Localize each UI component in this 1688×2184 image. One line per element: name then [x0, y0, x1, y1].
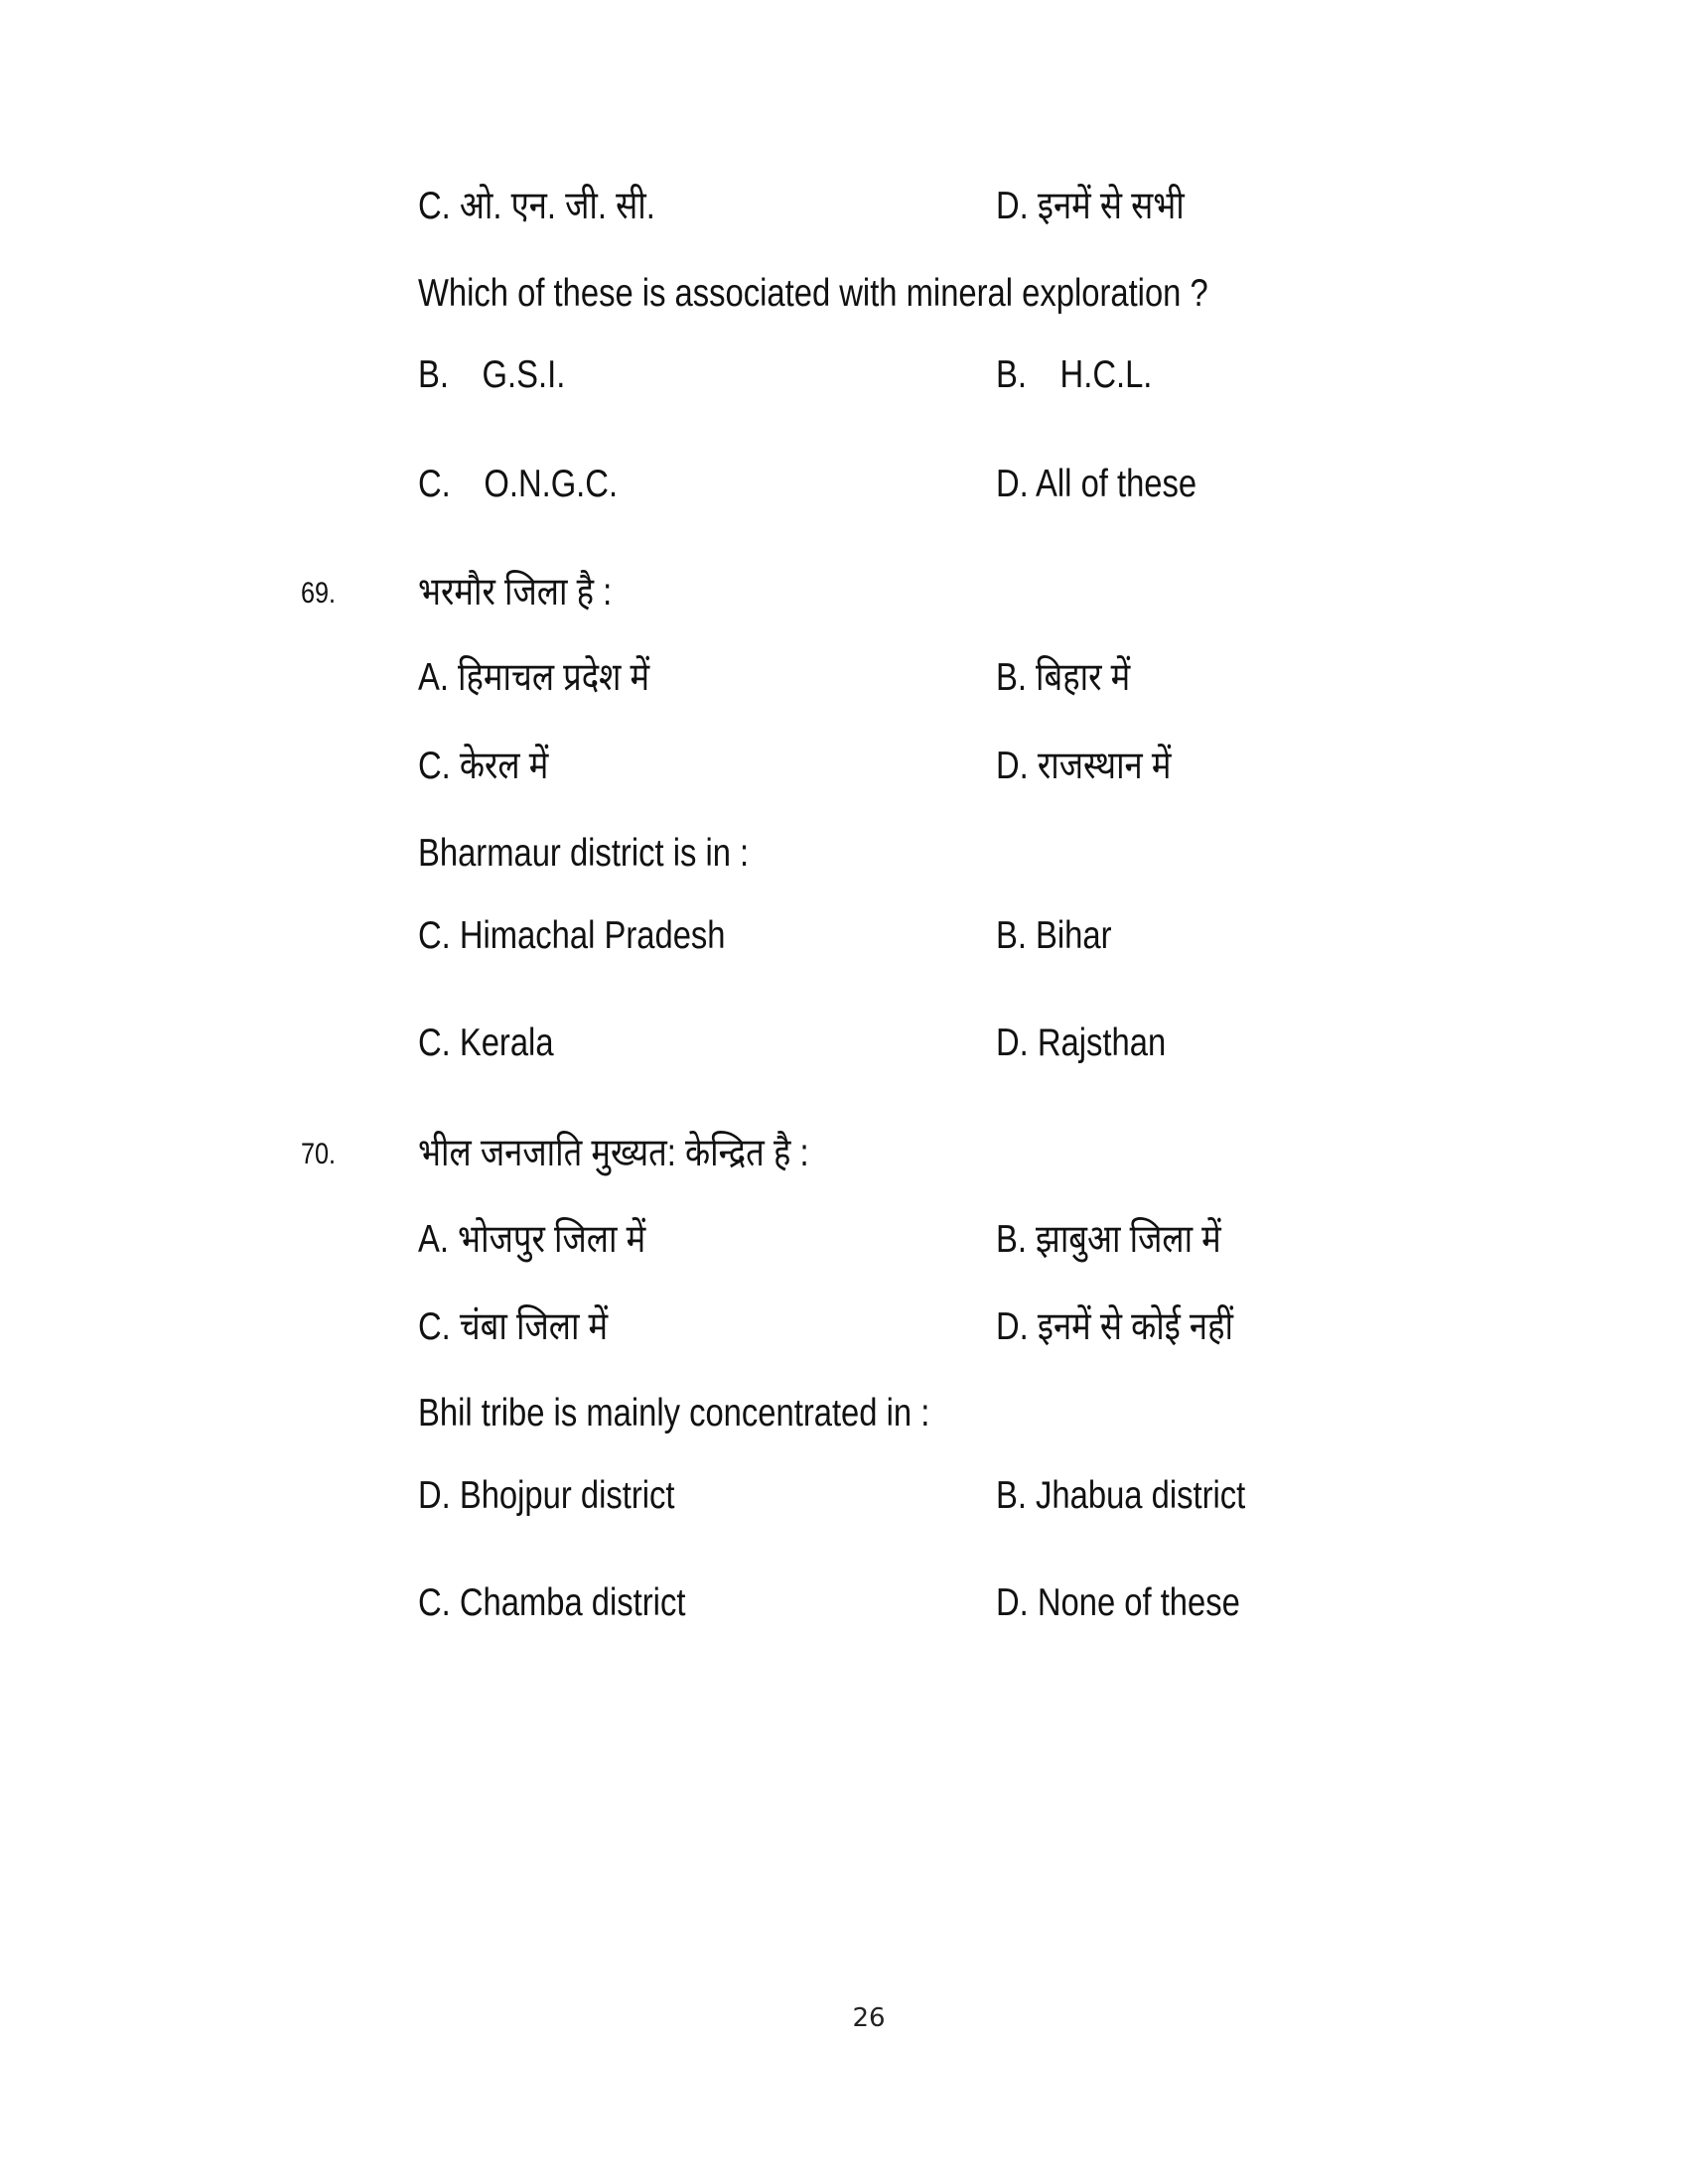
q69-en-option-c: C. Kerala: [418, 1022, 554, 1064]
option-text: G.S.I.: [482, 353, 566, 396]
q69-en-option-a: C. Himachal Pradesh: [418, 914, 726, 957]
q69-hi-option-d: D. राजस्थान में: [996, 745, 1172, 787]
q70-hi-option-a: A. भोजपुर जिला में: [418, 1218, 646, 1261]
q69-hi-option-b: B. बिहार में: [996, 656, 1131, 699]
q69-en-option-b: B. Bihar: [996, 914, 1112, 957]
option-text: H.C.L.: [1059, 353, 1153, 396]
option-letter: B.: [418, 353, 449, 396]
q68-en-option-a: [418, 352, 565, 398]
q68-hi-option-d: D. इनमें से सभी: [996, 185, 1185, 227]
option-letter: B.: [996, 353, 1027, 396]
q68-en-option-b: [996, 352, 1152, 398]
q70-en-option-b: B. Jhabua district: [996, 1474, 1246, 1517]
q69-hi-option-a: A. हिमाचल प्रदेश में: [418, 656, 650, 699]
q70-hi-option-c: C. चंबा जिला में: [418, 1305, 609, 1348]
q70-hi-option-d: D. इनमें से कोई नहीं: [996, 1305, 1233, 1348]
q70-en-option-c: C. Chamba district: [418, 1581, 686, 1624]
q69-hi-option-c: C. केरल में: [418, 745, 549, 787]
q69-number: 69.: [301, 577, 337, 610]
q70-en-question: Bhil tribe is mainly concentrated in :: [418, 1392, 930, 1434]
q70-hi-option-b: B. झाबुआ जिला में: [996, 1218, 1221, 1261]
page-number: 26: [852, 2003, 886, 2033]
q70-en-option-d: D. None of these: [996, 1581, 1240, 1624]
q68-en-question: Which of these is associated with mineral exploration ?: [418, 272, 1208, 315]
q69-en-question: Bharmaur district is in :: [418, 832, 750, 875]
q68-en-option-c: [418, 462, 618, 507]
q68-en-option-d: D. All of these: [996, 463, 1197, 505]
q68-hi-option-c: C. ओ. एन. जी. सी.: [418, 185, 655, 227]
q69-hi-question: भरमौर जिला है :: [418, 571, 613, 614]
option-letter: C.: [418, 463, 451, 505]
q70-en-option-a: D. Bhojpur district: [418, 1474, 675, 1517]
q70-hi-question: भील जनजाति मुख्यत: केन्द्रित है :: [418, 1132, 809, 1174]
q70-number: 70.: [301, 1138, 337, 1170]
option-text: O.N.G.C.: [484, 463, 619, 505]
q69-en-option-d: D. Rajsthan: [996, 1022, 1167, 1064]
